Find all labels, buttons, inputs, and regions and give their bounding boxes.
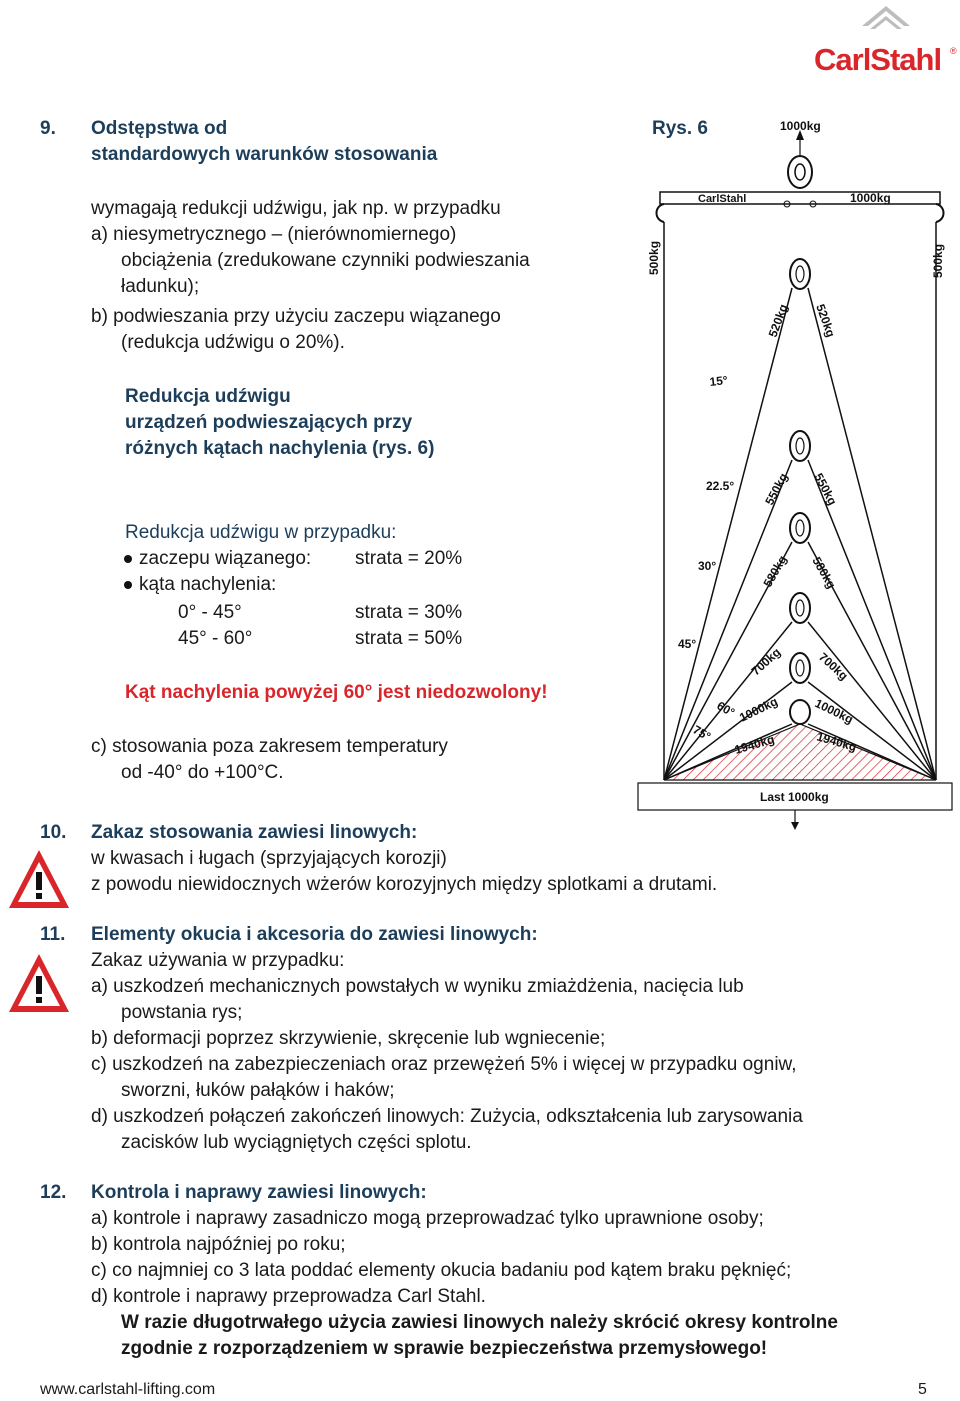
footer-url: www.carlstahl-lifting.com [40, 1381, 216, 1398]
range2-label: 45° - 60° [178, 628, 253, 649]
section-11-a-line1: a) uszkodzeń mechanicznych powstałych w wyniku zmiażdżenia, nacięcia lub [91, 976, 744, 997]
section-9-number: 9. [40, 118, 56, 139]
section-11-number: 11. [40, 924, 66, 945]
section-9-c-line2: od -40° do +100°C. [121, 762, 284, 783]
section-12-number: 12. [40, 1182, 67, 1203]
logo-registered: ® [950, 46, 957, 56]
section-11-a-line2: powstania rys; [121, 1002, 243, 1023]
range2-value: strata = 50% [355, 628, 463, 649]
section-12-title: Kontrola i naprawy zawiesi linowych: [91, 1182, 427, 1203]
section-10-line2: z powodu niewidocznych wżerów korozyjnych między splotkami a drutami. [91, 874, 718, 895]
beam-brand-label: CarlStahl [698, 193, 747, 205]
leg-load-520-right: 520kg [813, 302, 838, 340]
reduction-title-1: Redukcja udźwigu [125, 386, 291, 407]
section-11-b-line1: b) deformacji poprzez skrzywienie, skręcenie lub wgniecenie; [91, 1028, 606, 1049]
section-9-a-line2: obciążenia (zredukowane czynniki podwieszania [121, 250, 530, 271]
brand-logo [812, 2, 960, 78]
section-12-a-line: a) kontrole i naprawy zasadniczo mogą przeprowadzać tylko uprawnione osoby; [91, 1208, 764, 1229]
section-9-b-line1: b) podwieszania przy użyciu zaczepu wiązanego [91, 306, 501, 327]
figure-caption: Rys. 6 [652, 118, 708, 139]
section-12-bold-line1: W razie długotrwałego użycia zawiesi linowych należy skrócić okresy kontrolne [121, 1312, 838, 1333]
bullet-dot-icon [124, 581, 132, 589]
case2-label: kąta nachylenia: [139, 574, 277, 595]
angle-15-label: 15° [708, 373, 729, 389]
angle-30-label: 30° [698, 559, 717, 573]
section-11-c-line1: c) uszkodzeń na zabezpieczeniach oraz przewężeń 5% i więcej w przypadku ogniw, [91, 1054, 797, 1075]
range1-label: 0° - 45° [178, 602, 242, 623]
reduction-title-2: urządzeń podwieszających przy [125, 412, 413, 433]
section-9-title-2: standardowych warunków stosowania [91, 144, 438, 165]
last-load-label: Last 1000kg [760, 790, 829, 804]
angle-75-label: 75° [690, 722, 714, 744]
angle-warning: Kąt nachylenia powyżej 60° jest niedozwolony! [125, 682, 548, 703]
angle-45-label: 45° [678, 637, 697, 651]
leg-load-1000-right: 1000kg [812, 696, 856, 727]
leg-load-580-right: 580kg [809, 554, 839, 591]
warning-triangle-icon [6, 846, 72, 912]
leg-load-1000-left: 1000kg [737, 694, 780, 725]
logo-text: CarlStahl [814, 42, 942, 77]
page-number: 5 [918, 1381, 927, 1398]
leg-load-1940-right: 1940kg [815, 729, 859, 755]
section-9-b-line2: (redukcja udźwigu o 20%). [121, 332, 345, 353]
leg-load-700-right: 700kg [815, 649, 851, 684]
reduction-title-3: różnych kątach nachylenia (rys. 6) [125, 438, 435, 459]
leg-load-550-right: 550kg [811, 470, 840, 508]
leg-load-700-left: 700kg [748, 645, 784, 679]
leg-load-580-left: 580kg [760, 553, 790, 590]
right-load-label: 500kg [931, 243, 945, 278]
section-11-c-line2: sworzni, łuków pałąków i haków; [121, 1080, 395, 1101]
case1-value: strata = 20% [355, 548, 463, 569]
bullet-dot-icon [124, 555, 132, 563]
angle-60-label: 60° [714, 698, 738, 720]
section-12-c-line: c) co najmniej co 3 lata poddać elementy okucia badaniu pod kątem braku pęknięć; [91, 1260, 792, 1281]
case1-label: zaczepu wiązanego: [139, 548, 312, 569]
leg-load-1940-left: 1940kg [732, 732, 776, 757]
section-9-a-line3: ładunku); [121, 276, 200, 297]
section-11-d-line2: zacisków lub wyciągniętych części splotu. [121, 1132, 472, 1153]
section-10-number: 10. [40, 822, 67, 843]
section-10-title: Zakaz stosowania zawiesi linowych: [91, 822, 418, 843]
left-load-label: 500kg [647, 240, 661, 275]
angle-22-label: 22.5° [706, 479, 735, 493]
section-9-intro: wymagają redukcji udźwigu, jak np. w przypadku [91, 198, 501, 219]
warning-triangle-icon [6, 950, 72, 1016]
section-12-b-line: b) kontrola najpóźniej po roku; [91, 1234, 346, 1255]
section-10-line1: w kwasach i ługach (sprzyjających korozji) [91, 848, 447, 869]
beam-load-label: 1000kg [850, 191, 891, 205]
section-11-title: Elementy okucia i akcesoria do zawiesi linowych: [91, 924, 538, 945]
section-9-a-line1: a) niesymetrycznego – (nierównomiernego) [91, 224, 457, 245]
section-9-title-1: Odstępstwa od [91, 118, 228, 139]
range1-value: strata = 30% [355, 602, 463, 623]
top-load-label: 1000kg [780, 119, 821, 133]
section-9-c-line1: c) stosowania poza zakresem temperatury [91, 736, 448, 757]
leg-load-520-left: 520kg [765, 302, 791, 340]
section-11-intro: Zakaz używania w przypadku: [91, 950, 345, 971]
sling-angle-diagram [630, 110, 960, 830]
section-12-bold-line2: zgodnie z rozporządzeniem w sprawie bezpieczeństwa przemysłowego! [121, 1338, 768, 1359]
section-11-d-line1: d) uszkodzeń połączeń zakończeń linowych: Zużycia, odkształcenia lub zarysowania [91, 1106, 803, 1127]
leg-load-550-left: 550kg [762, 470, 791, 508]
case-title: Redukcja udźwigu w przypadku: [125, 522, 397, 543]
section-12-d-line: d) kontrole i naprawy przeprowadza Carl Stahl. [91, 1286, 486, 1307]
